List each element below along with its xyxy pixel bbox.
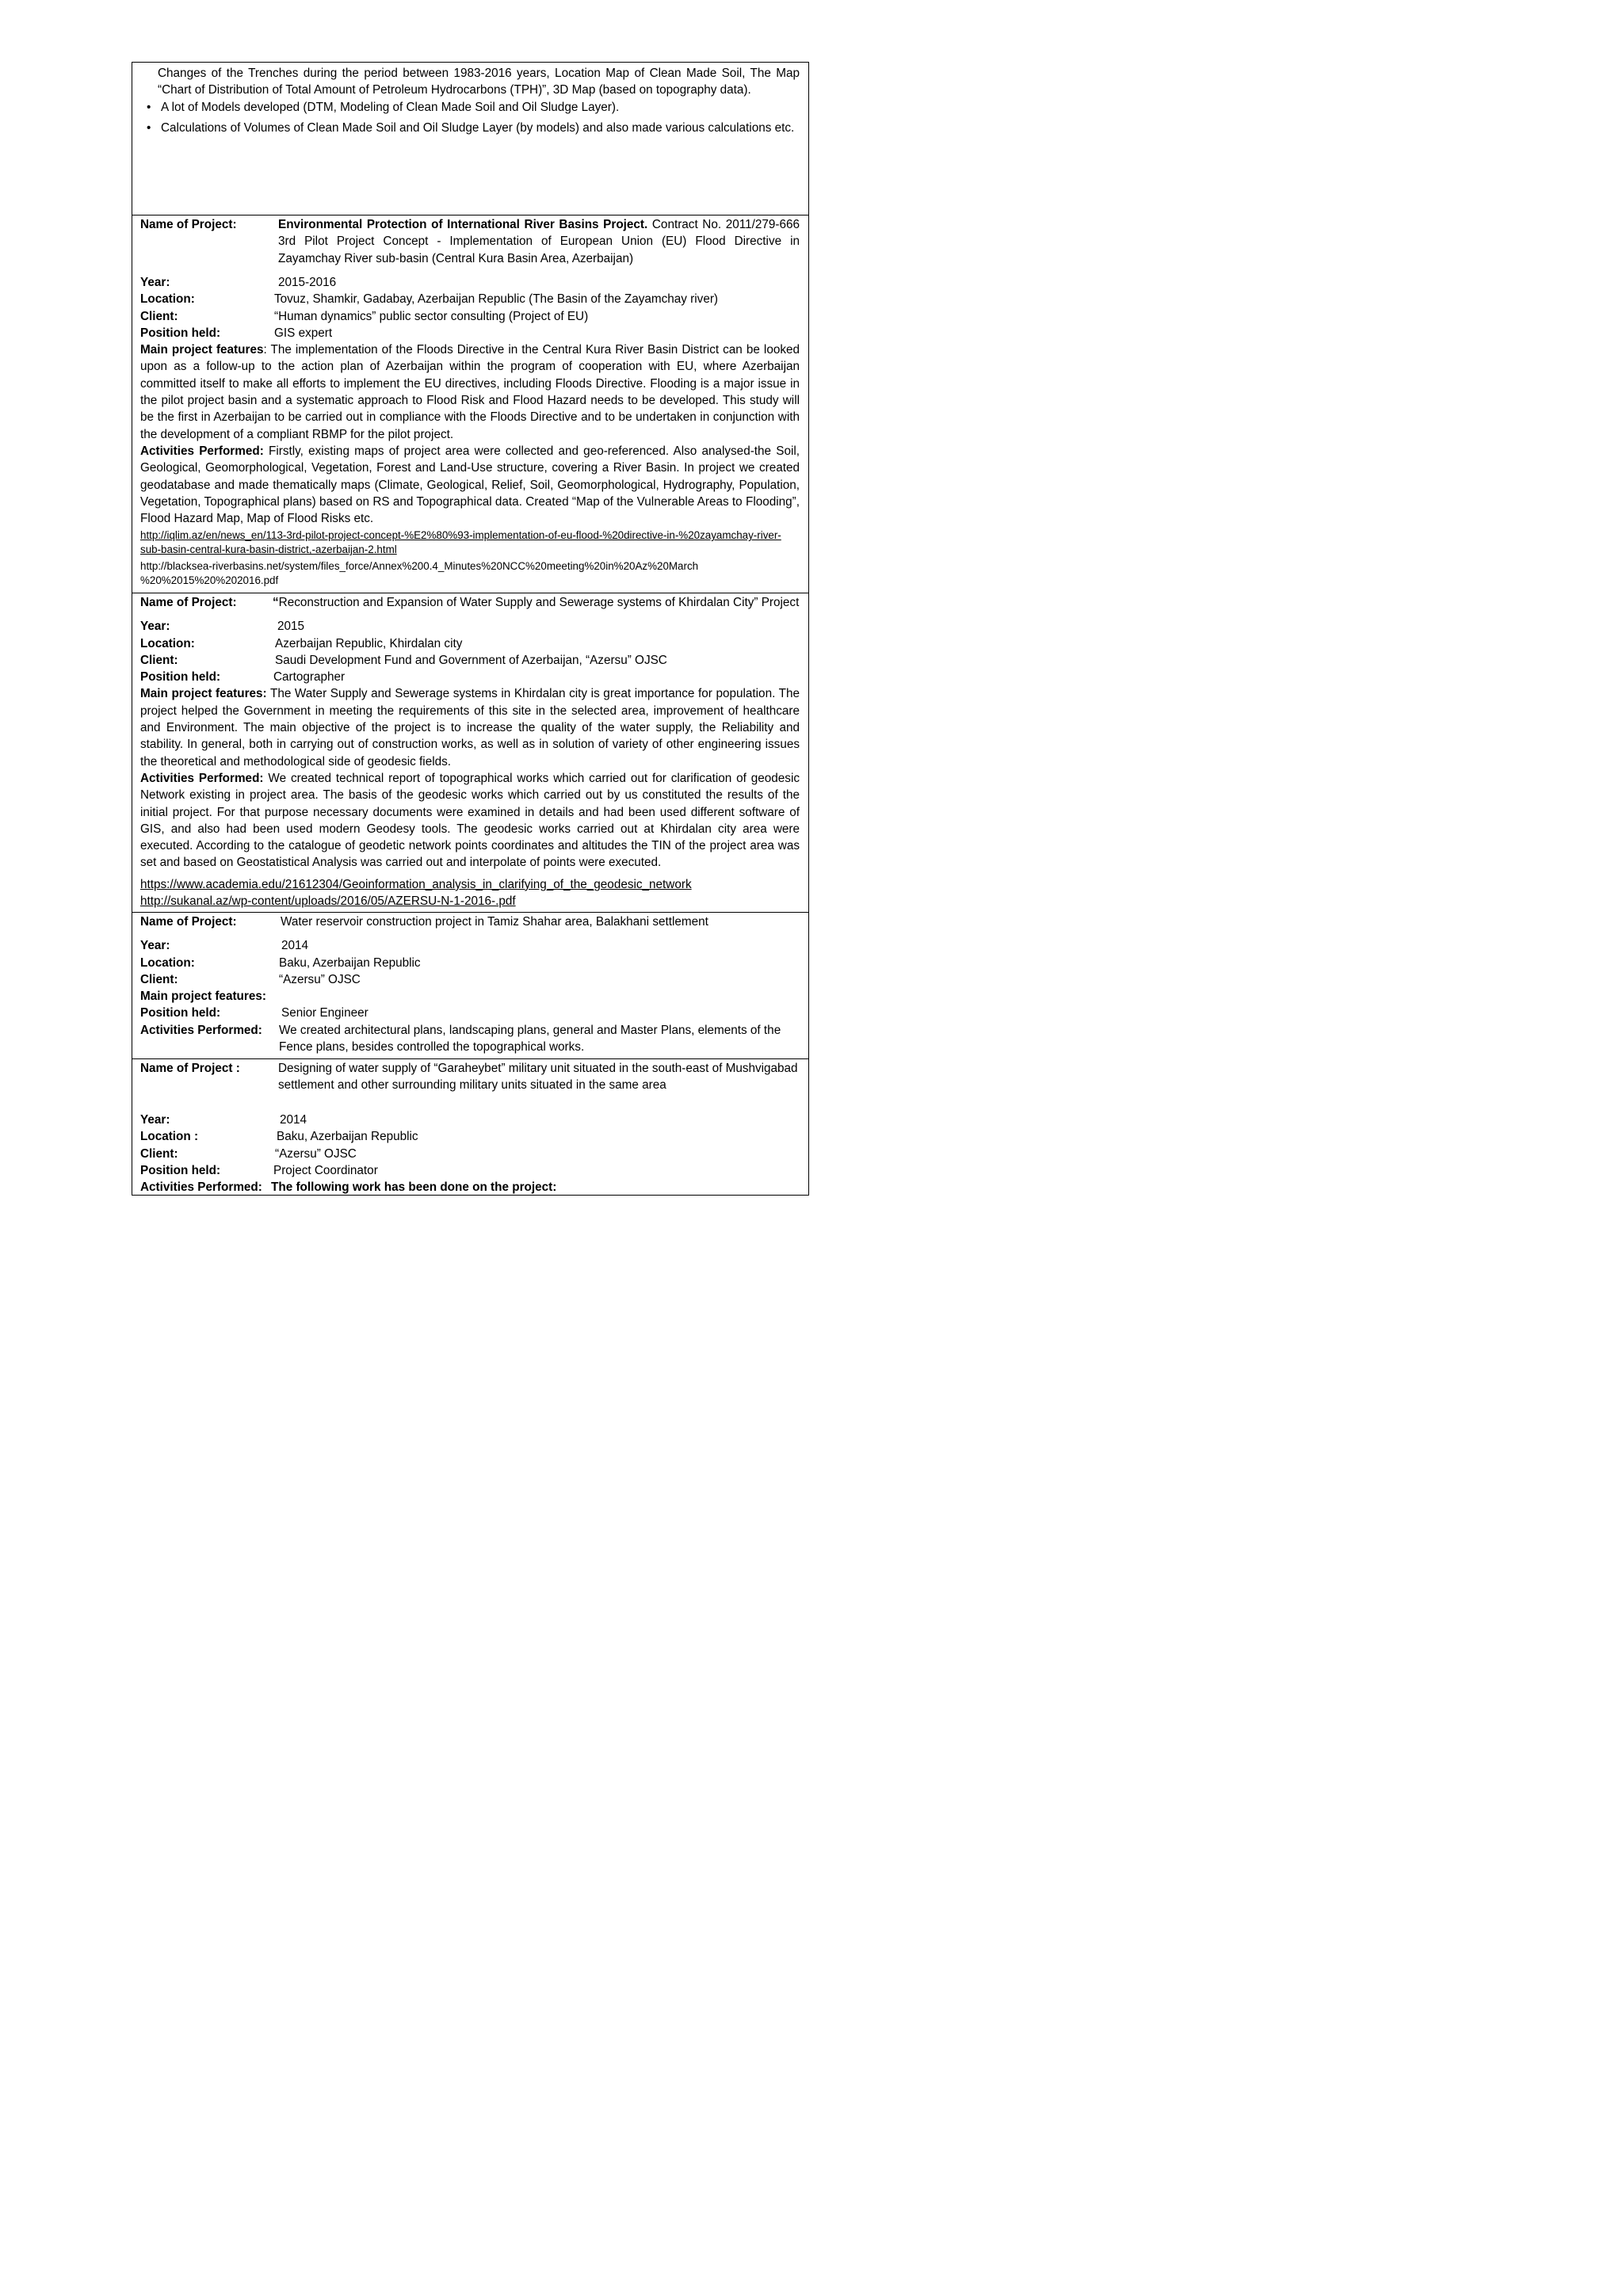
project-3-position: Senior Engineer bbox=[281, 1006, 369, 1020]
project-4 bbox=[140, 1060, 800, 1196]
intro-bullet-1: • A lot of Models developed (DTM, Modeling of Clean Made Soil and Oil Sludge Layer). bbox=[140, 99, 800, 116]
project-name-label: Name of Project: bbox=[140, 915, 237, 929]
project-1-year: 2015-2016 bbox=[278, 276, 337, 289]
project-name-label: Name of Project: bbox=[140, 218, 237, 231]
project-2-name-quote: “ bbox=[273, 596, 279, 609]
location-label: Location: bbox=[140, 292, 195, 307]
intro-continuation: Changes of the Trenches during the period between 1983-2016 years, Location Map of Clean Made Soil, The Map “Chart of Distribution of Total Amount of Petroleum Hydrocarbons (TPH)”, 3D Map (based on topography data). bbox=[158, 67, 800, 97]
project-2-position: Cartographer bbox=[273, 670, 346, 685]
features-label: Main project features: bbox=[140, 687, 267, 701]
project-1-link-1[interactable]: http://iqlim.az/en/news_en/113-3rd-pilot-project-concept-%E2%80%93-implementation-of-eu-flood-%20directive-in-%20zayamchay-river-sub-basin-central-kura-basin-district,-azerbaijan-2.html bbox=[140, 529, 781, 556]
year-label: Year: bbox=[140, 939, 170, 953]
activities-label: Activities Performed: bbox=[140, 771, 264, 785]
project-1-activities bbox=[140, 443, 800, 527]
activities-label: Activities Performed: bbox=[140, 1023, 262, 1037]
project-2-features-text: The Water Supply and Sewerage systems in Khirdalan city is great importance for population. The project helped the Government in meeting the requirements of this site in the selected area, improvement of healthcare and Environment. The main objective of the project is to increase the quality of the water supply, the Reliability and stability. In general, both in carrying out of construction works, as well as in solution of variety of other engineering issues the theoretical and methodological side of geodesic fields. bbox=[140, 687, 800, 769]
project-2-name bbox=[273, 594, 799, 611]
project-1-features bbox=[140, 341, 800, 443]
project-2-link-1[interactable]: https://www.academia.edu/21612304/Geoinformation_analysis_in_clarifying_of_the_geodesic_network bbox=[140, 877, 692, 891]
year-label: Year: bbox=[140, 276, 170, 289]
project-2-name-rest: Reconstruction and Expansion of Water Supply and Sewerage systems of Khirdalan City” Project bbox=[278, 596, 800, 609]
project-1 bbox=[140, 216, 800, 588]
position-label: Position held: bbox=[140, 670, 221, 685]
project-2-year: 2015 bbox=[277, 620, 305, 634]
project-1-location: Tovuz, Shamkir, Gadabay, Azerbaijan Republic (The Basin of the Zayamchay river) bbox=[274, 292, 719, 307]
intro-section bbox=[140, 65, 800, 136]
location-label: Location: bbox=[140, 955, 195, 970]
project-3-location: Baku, Azerbaijan Republic bbox=[279, 955, 421, 970]
project-4-year: 2014 bbox=[280, 1113, 307, 1127]
project-1-name-bold: Environmental Protection of International River Basins Project. bbox=[278, 218, 648, 231]
project-1-features-text: : The implementation of the Floods Directive in the Central Kura River Basin District can be looked upon as a follow-up to the action plan of Azerbaijan within the program of cooperation with EU, where Azerbaijan committed itself to make all efforts to implement the EU directives, including Floods Directive. Flooding is a major issue in the pilot project basin and a systematic approach to Flood Risk and Flood Hazard needs to be developed. This study will be the first in Azerbaijan to be carried out in compliance with the Floods Directive and to be undertaken in conjunction with the development of a compliant RBMP for the pilot project. bbox=[140, 343, 800, 441]
project-4-client: “Azersu” OJSC bbox=[275, 1146, 357, 1161]
client-label: Client: bbox=[140, 1146, 178, 1161]
project-1-client: “Human dynamics” public sector consulting (Project of EU) bbox=[274, 309, 589, 323]
project-3-year: 2014 bbox=[281, 939, 309, 953]
project-3 bbox=[140, 913, 800, 1056]
project-2 bbox=[140, 594, 800, 910]
project-1-link-2[interactable]: http://blacksea-riverbasins.net/system/files_force/Annex%200.4_Minutes%20NCC%20meeting%20in%20Az%20March %20%2015%20%202016.pdf bbox=[140, 560, 699, 587]
project-4-activities: The following work has been done on the project: bbox=[271, 1180, 557, 1195]
project-4-name: Designing of water supply of “Garaheybet” military unit situated in the south-east of Mushvigabad settlement and other surrounding military units situated in the same area bbox=[278, 1062, 798, 1093]
project-2-client: Saudi Development Fund and Government of Azerbaijan, “Azersu” OJSC bbox=[275, 653, 667, 667]
project-3-activities: We created architectural plans, landscaping plans, general and Master Plans, elements of the Fence plans, besides controlled the topographical works. bbox=[279, 1023, 781, 1055]
project-name-label: Name of Project : bbox=[140, 1062, 240, 1075]
project-3-name: Water reservoir construction project in Tamiz Shahar area, Balakhani settlement bbox=[281, 915, 708, 929]
project-1-activities-text: Firstly, existing maps of project area were collected and geo-referenced. Also analysed-the Soil, Geological, Geomorphological, Vegetation, Forest and Land-Use structure, covering a River Basin. In project we created geodatabase and made thematically maps (Climate, Geological, Relief, Soil, Geomorphological, Hydrography, Population, Vegetation, Topographical plans) based on RS and Topographical data. Created “Map of the Vulnerable Areas to Flooding”, Flood Hazard Map, Map of Flood Risks etc. bbox=[140, 444, 800, 526]
project-4-location: Baku, Azerbaijan Republic bbox=[277, 1130, 418, 1144]
project-2-activities bbox=[140, 770, 800, 871]
position-label: Position held: bbox=[140, 326, 221, 340]
year-label: Year: bbox=[140, 620, 170, 634]
project-3-client: “Azersu” OJSC bbox=[279, 972, 361, 986]
project-1-position: GIS expert bbox=[274, 326, 333, 340]
client-label: Client: bbox=[140, 653, 178, 667]
position-label: Position held: bbox=[140, 1006, 221, 1020]
features-label: Main project features bbox=[140, 343, 264, 357]
project-1-name bbox=[278, 216, 800, 267]
intro-bullet-2: • Calculations of Volumes of Clean Made Soil and Oil Sludge Layer (by models) and also made various calculations etc. bbox=[140, 120, 800, 136]
client-label: Client: bbox=[140, 309, 178, 323]
client-label: Client: bbox=[140, 972, 178, 986]
project-2-features bbox=[140, 685, 800, 769]
project-2-link-2[interactable]: http://sukanal.az/wp-content/uploads/2016/05/AZERSU-N-1-2016-.pdf bbox=[140, 894, 516, 909]
features-label: Main project features: bbox=[140, 990, 266, 1004]
location-label: Location: bbox=[140, 636, 195, 650]
year-label: Year: bbox=[140, 1113, 170, 1127]
projects-table bbox=[132, 62, 809, 1196]
project-name-label: Name of Project: bbox=[140, 596, 237, 609]
position-label: Position held: bbox=[140, 1163, 221, 1177]
project-1-name-rest: Contract No. 2011/279-666 3rd Pilot Project Concept - Implementation of European Union (EU) Flood Directive in Zayamchay River sub-basin (Central Kura Basin Area, Azerbaijan) bbox=[278, 218, 800, 265]
row-divider bbox=[132, 912, 808, 913]
project-2-location: Azerbaijan Republic, Khirdalan city bbox=[275, 636, 463, 650]
activities-label: Activities Performed: bbox=[140, 444, 264, 458]
row-divider bbox=[132, 1058, 808, 1059]
activities-label: Activities Performed: bbox=[140, 1180, 262, 1195]
location-label: Location : bbox=[140, 1130, 199, 1144]
project-4-position: Project Coordinator bbox=[273, 1163, 378, 1177]
project-2-activities-text: We created technical report of topographical works which carried out for clarification of geodesic Network existing in project area. The basis of the geodesic works which carried out by us constituted the results of the initial project. For that purpose necessary documents were examined in details and had been used different software of GIS, and also had been used modern Geodesy tools. The geodesic works carried out at Khirdalan city area were executed. According to the catalogue of geodetic network points coordinates and altitudes the TIN of the project area was set and based on Geostatistical Analysis was carried out and interpolate of points were executed. bbox=[140, 771, 800, 870]
